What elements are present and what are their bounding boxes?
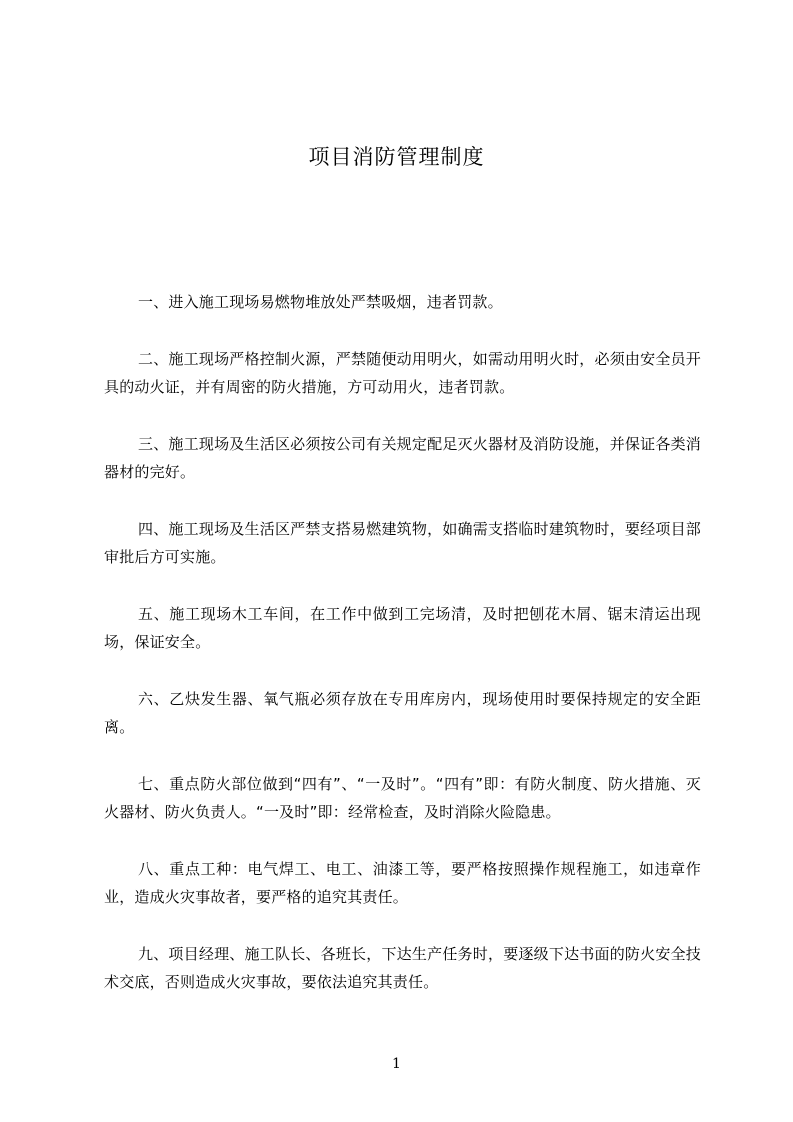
paragraph-4: 四、施工现场及生活区严禁支搭易燃建筑物，如确需支搭临时建筑物时，要经项目部审批后方可实施。 [104, 520, 701, 566]
paragraph-9: 九、项目经理、施工队长、各班长，下达生产任务时，要逐级下达书面的防火安全技术交底，否则造成火灾事故，要依法追究其责任。 [104, 945, 701, 991]
paragraph-1: 一、进入施工现场易燃物堆放处严禁吸烟，违者罚款。 [138, 293, 503, 311]
paragraph-5: 五、施工现场木工车间，在工作中做到工完场清，及时把刨花木屑、锯末清运出现场，保证安全。 [104, 605, 701, 651]
paragraph-2: 二、施工现场严格控制火源，严禁随便动用明火，如需动用明火时，必须由安全员开具的动火证，并有周密的防火措施，方可动用火，违者罚款。 [104, 350, 701, 396]
paragraph-3: 三、施工现场及生活区必须按公司有关规定配足灭火器材及消防设施，并保证各类消器材的完好。 [104, 435, 701, 481]
paragraph-8: 八、重点工种：电气焊工、电工、油漆工等，要严格按照操作规程施工，如违章作业，造成火灾事故者，要严格的追究其责任。 [104, 860, 701, 906]
document-body [104, 288, 701, 1025]
document-title: 项目消防管理制度 [308, 145, 485, 169]
paragraph-7: 七、重点防火部位做到“四有”、“一及时”。“四有”即：有防火制度、防火措施、灭火器材、防火负责人。“一及时”即：经常检查，及时消除火险隐患。 [104, 775, 701, 821]
paragraph-6: 六、乙炔发生器、氧气瓶必须存放在专用库房内，现场使用时要保持规定的安全距离。 [104, 690, 701, 736]
page-number: 1 [392, 1056, 401, 1072]
